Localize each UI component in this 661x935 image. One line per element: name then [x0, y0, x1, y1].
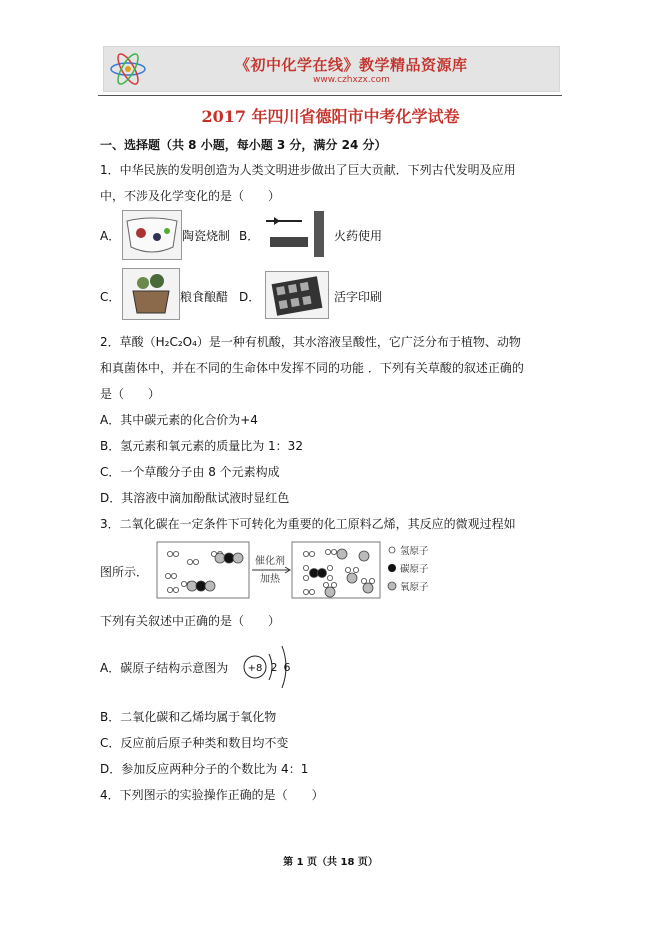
atom-structure-diagram: [240, 638, 294, 696]
atom-shell2-electrons: 6: [283, 661, 291, 674]
q3-option-d: D．参加反应两种分子的个数比为 4：1: [100, 762, 309, 776]
q1-stem-line2: 中，不涉及化学变化的是（ ）: [100, 189, 281, 203]
reaction-diagram: [156, 540, 440, 600]
q2-option-c: C．一个草酸分子由 8 个元素构成: [100, 465, 280, 479]
q2-stem-line2: 和真菌体中，并在不同的生命体中发挥不同的功能 ．下列有关草酸的叙述正确的: [100, 361, 524, 375]
legend-oxygen: 氧原子: [400, 582, 429, 593]
q1-option-c-text: 粮食酿醋: [180, 290, 229, 304]
q3-stem-line3: 下列有关叙述中正确的是（ ）: [100, 614, 281, 628]
q2-option-d: D．其溶液中滴加酚酞试液时显红色: [100, 491, 290, 505]
q3-option-c: C．反应前后原子种类和数目均不变: [100, 736, 289, 750]
q1-option-c-label: C．: [100, 290, 121, 304]
header-banner: [103, 46, 560, 92]
q1-option-d-text: 活字印刷: [334, 290, 383, 304]
header-divider: [98, 95, 562, 96]
q4-stem: 4．下列图示的实验操作正确的是（ ）: [100, 788, 324, 802]
q3-stem-line1: 3．二氧化碳在一定条件下可转化为重要的化工原料乙烯，其反应的微观过程如: [100, 517, 516, 531]
ceramic-bowl-image: [122, 210, 182, 260]
q1-stem-line1: 1．中华民族的发明创造为人类文明进步做出了巨大贡献．下列古代发明及应用: [100, 163, 516, 177]
legend-carbon: 碳原子: [400, 564, 429, 575]
exam-title: 2017 年四川省德阳市中考化学试卷: [201, 107, 460, 126]
q3-stem-line2: 图所示．: [100, 565, 149, 579]
q1-option-a-label: A．: [100, 229, 121, 243]
q2-option-a: A．其中碳元素的化合价为+4: [100, 413, 258, 427]
q2-stem-line3: 是（ ）: [100, 387, 161, 401]
atom-nucleus-charge: +8: [247, 663, 263, 674]
page-footer: 第 1 页（共 18 页）: [283, 857, 378, 868]
q2-stem-line1: 2．草酸（H₂C₂O₄）是一种有机酸，其水溶液呈酸性，它广泛分布于植物、动物: [100, 335, 521, 349]
gunpowder-image: [262, 209, 330, 261]
q2-option-b: B．氢元素和氧元素的质量比为 1：32: [100, 439, 303, 453]
atom-shell1-electrons: 2: [270, 661, 278, 674]
banner-url: www.czhxzx.com: [313, 75, 390, 85]
heating-label: 加热: [260, 574, 280, 585]
catalyst-label: 催化剂: [255, 556, 285, 567]
section-heading: 一、选择题（共 8 小题，每小题 3 分，满分 24 分）: [100, 138, 387, 152]
q1-option-a-text: 陶瓷烧制: [182, 229, 231, 243]
q3-option-a: A．碳原子结构示意图为: [100, 661, 229, 675]
q1-option-b-label: B．: [239, 229, 260, 243]
banner-title: 《初中化学在线》教学精品资源库: [235, 56, 468, 74]
q3-option-b: B．二氧化碳和乙烯均属于氧化物: [100, 710, 277, 724]
q1-option-b-text: 火药使用: [334, 229, 383, 243]
grain-vinegar-image: [122, 268, 180, 320]
atom-logo-icon: [109, 50, 147, 88]
movable-type-image: [265, 271, 329, 319]
q1-option-d-label: D．: [239, 290, 261, 304]
legend-hydrogen: 氢原子: [400, 546, 429, 557]
